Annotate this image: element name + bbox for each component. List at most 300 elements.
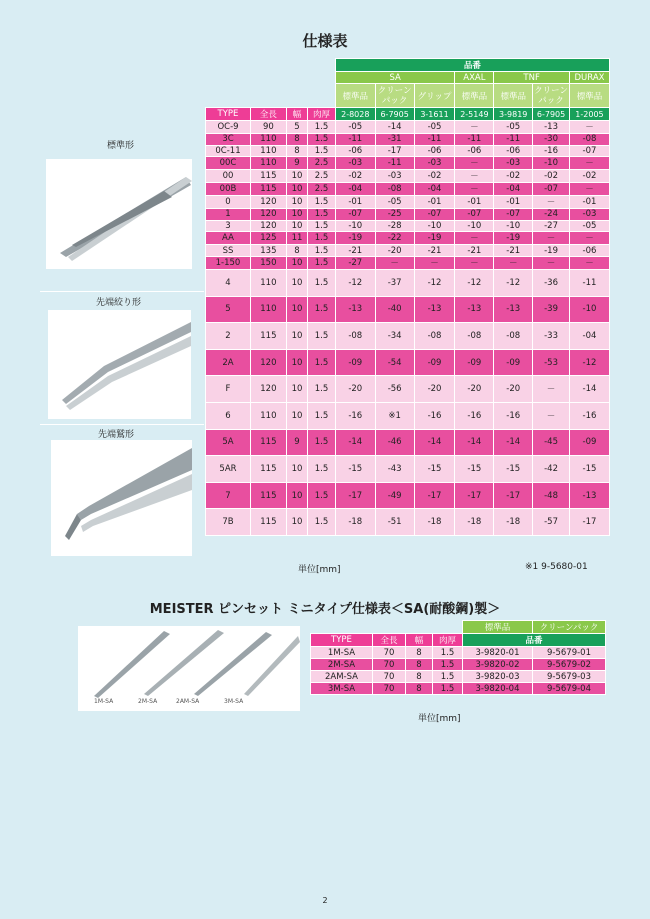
table-cell: -40: [375, 296, 414, 323]
table-cell: 1.5: [308, 296, 336, 323]
sub-header: クリーン パック: [375, 84, 414, 108]
table-row: [206, 269, 610, 296]
table-cell: 1.5: [308, 323, 336, 350]
table-cell: -31: [375, 134, 414, 146]
table-cell: 10: [286, 323, 307, 350]
photo-label: 2M-SA: [138, 698, 158, 705]
table-row: [206, 296, 610, 323]
table-cell: -15: [335, 456, 375, 483]
table-cell: 2.5: [308, 157, 336, 170]
table-cell: -20: [414, 376, 455, 403]
table-cell: 115: [250, 183, 286, 196]
table-cell: 2.5: [308, 170, 336, 183]
table-cell: -01: [335, 196, 375, 209]
spec-table: [205, 58, 610, 536]
mini-sub-header: 標準品: [463, 621, 533, 634]
table-cell: -02: [335, 170, 375, 183]
table-cell: -15: [494, 456, 533, 483]
section-label-standard: 標準形: [107, 141, 135, 151]
cell-type: 0: [206, 196, 251, 209]
code-header: 6-7905: [375, 108, 414, 121]
table-row: [206, 509, 610, 536]
table-cell: -13: [533, 121, 570, 134]
photo-standard-tweezers: [46, 159, 192, 269]
page-number: 2: [322, 896, 328, 905]
mini-col-width: 幅: [406, 634, 433, 647]
table-cell: 110: [250, 296, 286, 323]
table-cell: 9-5679-02: [533, 659, 606, 671]
table-cell: －: [455, 256, 494, 269]
table-cell: -05: [335, 121, 375, 134]
table-cell: -14: [569, 376, 609, 403]
table-cell: -57: [533, 509, 570, 536]
cell-type: 2M-SA: [311, 659, 373, 671]
table-cell: 110: [250, 269, 286, 296]
table-cell: 8: [406, 683, 433, 695]
table-cell: 9-5679-03: [533, 671, 606, 683]
table-cell: 70: [373, 683, 406, 695]
table-cell: -14: [335, 429, 375, 456]
table-cell: －: [569, 232, 609, 245]
table-row: [206, 183, 610, 196]
table-cell: 115: [250, 509, 286, 536]
table-cell: -16: [335, 402, 375, 429]
table-cell: 8: [286, 145, 307, 157]
table-cell: 8: [286, 245, 307, 257]
table-cell: -21: [335, 245, 375, 257]
cell-type: 00: [206, 170, 251, 183]
mini-unit-label: 単位[mm]: [418, 714, 461, 724]
table-cell: -13: [414, 296, 455, 323]
table-cell: -11: [335, 134, 375, 146]
table-cell: -02: [533, 170, 570, 183]
table-cell: 1.5: [433, 647, 463, 659]
mini-col-length: 全長: [373, 634, 406, 647]
cell-type: 00B: [206, 183, 251, 196]
table-cell: 1.5: [308, 121, 336, 134]
table-cell: -20: [494, 376, 533, 403]
sub-header: 標準品: [569, 84, 609, 108]
table-cell: -06: [455, 145, 494, 157]
cell-type: 0C-11: [206, 145, 251, 157]
table-cell: -04: [569, 323, 609, 350]
table-cell: 70: [373, 659, 406, 671]
table-cell: -02: [494, 170, 533, 183]
photo-pointed-tweezers: [48, 310, 191, 419]
table-cell: -11: [375, 157, 414, 170]
table-cell: -30: [533, 134, 570, 146]
table-cell: 9: [286, 157, 307, 170]
table-cell: 10: [286, 509, 307, 536]
table-cell: -46: [375, 429, 414, 456]
table-row: [311, 659, 606, 671]
table-row: [206, 456, 610, 483]
cell-type: 7: [206, 482, 251, 509]
hinban-header: 品番: [335, 59, 609, 72]
table-cell: 125: [250, 232, 286, 245]
table-cell: －: [533, 196, 570, 209]
table-cell: -07: [569, 145, 609, 157]
table-cell: -13: [494, 296, 533, 323]
table-cell: －: [533, 376, 570, 403]
table-cell: -10: [494, 220, 533, 232]
table-row: [206, 482, 610, 509]
cell-type: 1-150: [206, 256, 251, 269]
col-header-length: 全長: [250, 108, 286, 121]
table-cell: -16: [569, 402, 609, 429]
table-cell: 1.5: [308, 349, 336, 376]
table-cell: -01: [414, 196, 455, 209]
table-cell: 1.5: [308, 196, 336, 209]
table-cell: -15: [569, 456, 609, 483]
table-cell: 3-9820-01: [463, 647, 533, 659]
table-cell: -16: [533, 145, 570, 157]
table-row: [206, 349, 610, 376]
table-cell: 115: [250, 170, 286, 183]
col-header-width: 幅: [286, 108, 307, 121]
table-cell: -01: [455, 196, 494, 209]
table-cell: 8: [406, 671, 433, 683]
table-cell: -27: [533, 220, 570, 232]
table-cell: -13: [569, 482, 609, 509]
table-cell: -48: [533, 482, 570, 509]
table-row: [311, 671, 606, 683]
table-cell: -19: [533, 245, 570, 257]
table-cell: 10: [286, 170, 307, 183]
table-cell: ※1: [375, 402, 414, 429]
table-cell: -37: [375, 269, 414, 296]
table-cell: -18: [335, 509, 375, 536]
table-cell: -04: [335, 183, 375, 196]
table-cell: -05: [494, 121, 533, 134]
table-cell: 120: [250, 349, 286, 376]
table-cell: 120: [250, 220, 286, 232]
cell-type: 5AR: [206, 456, 251, 483]
sub-header: 標準品: [455, 84, 494, 108]
table-cell: 110: [250, 145, 286, 157]
table-cell: 110: [250, 134, 286, 146]
table-cell: -20: [335, 376, 375, 403]
table-cell: 3-9820-02: [463, 659, 533, 671]
group-sa: SA: [335, 72, 455, 84]
table-cell: 5: [286, 121, 307, 134]
photo-mini-tweezers: [78, 626, 300, 711]
table-cell: 150: [250, 256, 286, 269]
col-header-thickness: 肉厚: [308, 108, 336, 121]
table-cell: -11: [414, 134, 455, 146]
table-cell: -07: [533, 183, 570, 196]
table-cell: -12: [335, 269, 375, 296]
table-cell: 10: [286, 349, 307, 376]
table-cell: -53: [533, 349, 570, 376]
table-cell: 1.5: [308, 482, 336, 509]
table-row: [311, 647, 606, 659]
table-cell: -17: [455, 482, 494, 509]
table-cell: 110: [250, 402, 286, 429]
table-cell: －: [455, 183, 494, 196]
table-cell: 10: [286, 482, 307, 509]
table-cell: -07: [414, 209, 455, 221]
table-cell: 115: [250, 456, 286, 483]
table-cell: -17: [414, 482, 455, 509]
mini-title: MEISTER ピンセット ミニタイプ仕様表＜SA(耐酸鋼)製＞: [149, 602, 501, 617]
table-cell: 10: [286, 269, 307, 296]
table-cell: 9: [286, 429, 307, 456]
table-cell: -17: [375, 145, 414, 157]
table-cell: -08: [375, 183, 414, 196]
table-cell: 120: [250, 209, 286, 221]
table-cell: 1.5: [308, 269, 336, 296]
sub-header: グリップ: [414, 84, 455, 108]
table-cell: -08: [494, 323, 533, 350]
table-cell: -05: [375, 196, 414, 209]
cell-type: OC-9: [206, 121, 251, 134]
table-cell: 115: [250, 429, 286, 456]
table-cell: -08: [414, 323, 455, 350]
table-cell: -19: [414, 232, 455, 245]
table-cell: -10: [569, 296, 609, 323]
table-cell: 1.5: [433, 671, 463, 683]
table-cell: 1.5: [308, 509, 336, 536]
table-cell: 110: [250, 157, 286, 170]
photo-label: 3M-SA: [224, 698, 244, 705]
table-row: [206, 145, 610, 157]
table-cell: 1.5: [433, 659, 463, 671]
cell-type: 7B: [206, 509, 251, 536]
cell-type: 3: [206, 220, 251, 232]
table-cell: 10: [286, 256, 307, 269]
table-cell: -11: [569, 269, 609, 296]
table-cell: -11: [455, 134, 494, 146]
table-row: [206, 121, 610, 134]
table-cell: －: [569, 157, 609, 170]
table-cell: 1.5: [308, 209, 336, 221]
group-tnf: TNF: [494, 72, 570, 84]
table-cell: -14: [414, 429, 455, 456]
table-cell: -43: [375, 456, 414, 483]
table-cell: -01: [494, 196, 533, 209]
table-cell: 90: [250, 121, 286, 134]
table-cell: -10: [414, 220, 455, 232]
table-cell: 8: [286, 134, 307, 146]
cell-type: 5A: [206, 429, 251, 456]
table-cell: -21: [414, 245, 455, 257]
table-row: [206, 256, 610, 269]
table-cell: 9-5679-01: [533, 647, 606, 659]
table-cell: 120: [250, 376, 286, 403]
table-cell: -16: [455, 402, 494, 429]
cell-type: 2AM-SA: [311, 671, 373, 683]
table-cell: -16: [414, 402, 455, 429]
table-cell: -07: [494, 209, 533, 221]
table-row: [206, 157, 610, 170]
table-cell: 1.5: [308, 145, 336, 157]
table-cell: -22: [375, 232, 414, 245]
table-cell: 1.5: [308, 134, 336, 146]
table-cell: 1.5: [308, 456, 336, 483]
cell-type: 2: [206, 323, 251, 350]
table-cell: -34: [375, 323, 414, 350]
tweezers-image: [46, 159, 192, 269]
code-header: 2-5149: [455, 108, 494, 121]
table-cell: 1.5: [308, 245, 336, 257]
table-cell: -14: [455, 429, 494, 456]
table-cell: -12: [414, 269, 455, 296]
table-cell: -06: [494, 145, 533, 157]
table-cell: -18: [414, 509, 455, 536]
code-header: 2-8028: [335, 108, 375, 121]
table-row: [206, 134, 610, 146]
table-cell: －: [494, 256, 533, 269]
table-cell: -56: [375, 376, 414, 403]
table-cell: -14: [494, 429, 533, 456]
cell-type: 3M-SA: [311, 683, 373, 695]
table-cell: -54: [375, 349, 414, 376]
cell-type: 1: [206, 209, 251, 221]
photo-label: 1M-SA: [94, 698, 114, 705]
table-cell: -20: [455, 376, 494, 403]
table-cell: 11: [286, 232, 307, 245]
table-cell: -05: [569, 220, 609, 232]
table-cell: -15: [455, 456, 494, 483]
table-cell: -18: [494, 509, 533, 536]
table-cell: 70: [373, 671, 406, 683]
section-pointed-rows: [206, 269, 610, 402]
cell-type: AA: [206, 232, 251, 245]
section-label-pointed: 先端絞り形: [96, 298, 142, 308]
table-cell: 120: [250, 196, 286, 209]
table-cell: -17: [494, 482, 533, 509]
table-cell: 1.5: [308, 429, 336, 456]
cell-type: 4: [206, 269, 251, 296]
table-row: [206, 196, 610, 209]
table-cell: 10: [286, 296, 307, 323]
table-cell: －: [455, 232, 494, 245]
table-cell: -04: [494, 183, 533, 196]
footnote: ※1 9-5680-01: [525, 562, 588, 572]
table-cell: －: [569, 183, 609, 196]
table-cell: 3-9820-04: [463, 683, 533, 695]
table-cell: -49: [375, 482, 414, 509]
table-cell: －: [569, 256, 609, 269]
table-cell: -09: [494, 349, 533, 376]
group-durax: DURAX: [569, 72, 609, 84]
table-cell: -36: [533, 269, 570, 296]
table-cell: -11: [494, 134, 533, 146]
code-header: 6-7905: [533, 108, 570, 121]
table-cell: -03: [569, 209, 609, 221]
table-row: [206, 429, 610, 456]
mini-spec-table: [310, 620, 606, 695]
table-cell: -08: [335, 323, 375, 350]
table-row: [206, 323, 610, 350]
table-cell: －: [533, 256, 570, 269]
cell-type: 2A: [206, 349, 251, 376]
table-cell: -42: [533, 456, 570, 483]
table-cell: -10: [455, 220, 494, 232]
table-cell: -39: [533, 296, 570, 323]
table-cell: -51: [375, 509, 414, 536]
photo-label: 2AM-SA: [176, 698, 200, 705]
table-cell: 9-5679-04: [533, 683, 606, 695]
mini-col-type: TYPE: [311, 634, 373, 647]
table-cell: 1.5: [433, 683, 463, 695]
table-cell: －: [455, 157, 494, 170]
cell-type: SS: [206, 245, 251, 257]
table-cell: -06: [335, 145, 375, 157]
table-cell: -28: [375, 220, 414, 232]
table-cell: -10: [335, 220, 375, 232]
table-cell: -09: [569, 429, 609, 456]
table-cell: 70: [373, 647, 406, 659]
unit-label: 単位[mm]: [298, 565, 341, 575]
table-cell: 10: [286, 402, 307, 429]
table-cell: -13: [335, 296, 375, 323]
table-cell: －: [533, 402, 570, 429]
table-cell: 10: [286, 376, 307, 403]
mini-col-thickness: 肉厚: [433, 634, 463, 647]
table-cell: 1.5: [308, 256, 336, 269]
table-cell: -25: [375, 209, 414, 221]
tweezers-image: [51, 440, 192, 556]
table-cell: -05: [414, 121, 455, 134]
table-cell: -21: [494, 245, 533, 257]
table-cell: 135: [250, 245, 286, 257]
table-row: [206, 402, 610, 429]
table-cell: －: [533, 232, 570, 245]
table-cell: 10: [286, 220, 307, 232]
group-axal: AXAL: [455, 72, 494, 84]
table-row: [311, 683, 606, 695]
code-header: 3-9819: [494, 108, 533, 121]
page-title: 仕様表: [302, 32, 348, 50]
table-cell: －: [414, 256, 455, 269]
code-header: 3-1611: [414, 108, 455, 121]
table-cell: -20: [375, 245, 414, 257]
table-cell: -24: [533, 209, 570, 221]
table-cell: -09: [335, 349, 375, 376]
table-cell: -19: [335, 232, 375, 245]
table-cell: -17: [335, 482, 375, 509]
table-cell: 1.5: [308, 402, 336, 429]
table-cell: 2.5: [308, 183, 336, 196]
table-cell: -19: [494, 232, 533, 245]
table-cell: -13: [455, 296, 494, 323]
cell-type: 5: [206, 296, 251, 323]
sub-header: クリーン パック: [534, 85, 568, 106]
table-cell: -01: [569, 196, 609, 209]
table-cell: -14: [375, 121, 414, 134]
table-cell: -09: [455, 349, 494, 376]
table-row: [206, 245, 610, 257]
table-cell: 8: [406, 647, 433, 659]
table-row: [206, 209, 610, 221]
table-cell: －: [569, 121, 609, 134]
table-cell: -08: [569, 134, 609, 146]
table-cell: -18: [455, 509, 494, 536]
table-row: [206, 376, 610, 403]
section-standard-rows: [206, 121, 610, 270]
table-cell: -08: [455, 323, 494, 350]
table-cell: －: [375, 256, 414, 269]
table-row: [206, 220, 610, 232]
table-cell: -15: [414, 456, 455, 483]
table-cell: 1.5: [308, 220, 336, 232]
tweezers-image: [48, 310, 191, 419]
table-cell: -03: [414, 157, 455, 170]
section-hook-rows: [206, 402, 610, 535]
sub-header: 標準品: [494, 84, 533, 108]
